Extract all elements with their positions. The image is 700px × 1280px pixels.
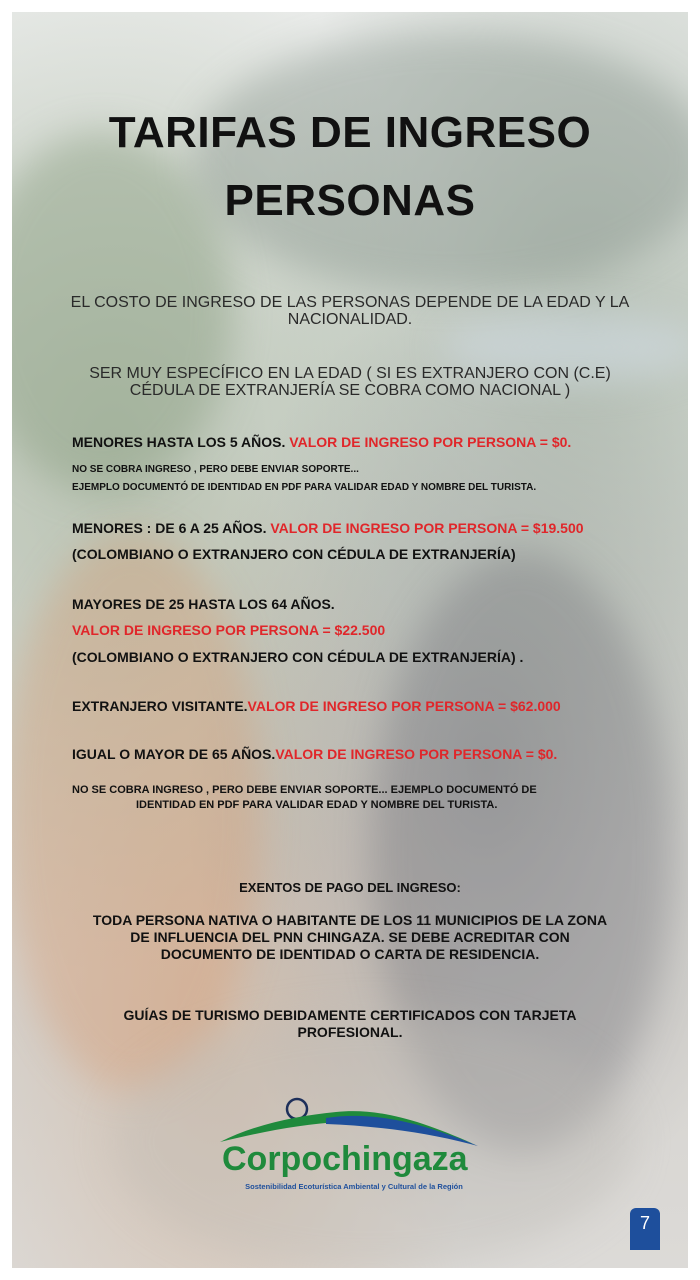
- tarifa-mayores-25-64: MAYORES DE 25 HASTA LOS 64 AÑOS.: [72, 596, 335, 612]
- tarifa-label: MENORES HASTA LOS 5 AÑOS.: [72, 434, 290, 450]
- intro-p2-line2: CÉDULA DE EXTRANJERÍA SE COBRA COMO NACIONAL ): [129, 382, 571, 399]
- page-number-badge: 7: [630, 1208, 660, 1250]
- exentos-heading: EXENTOS DE PAGO DEL INGRESO:: [239, 880, 461, 895]
- content: [12, 12, 688, 1268]
- tarifa-menores-5-note1: NO SE COBRA INGRESO , PERO DEBE ENVIAR SOPORTE...: [72, 464, 359, 475]
- tarifa-menores-5-note2: EJEMPLO DOCUMENTÓ DE IDENTIDAD EN PDF PARA VALIDAR EDAD Y NOMBRE DEL TURISTA.: [72, 482, 537, 493]
- intro-p2-line1: SER MUY ESPECÍFICO EN LA EDAD ( SI ES EXTRANJERO CON (C.E): [89, 365, 611, 382]
- tarifa-menores-6-25-note: (COLOMBIANO O EXTRANJERO CON CÉDULA DE EXTRANJERÍA): [72, 546, 516, 562]
- tarifa-menores-6-25: [72, 520, 672, 536]
- tarifa-mayores-65-note2: IDENTIDAD EN PDF PARA VALIDAR EDAD Y NOMBRE DEL TURISTA.: [136, 799, 498, 811]
- intro-paragraph-1: [52, 294, 648, 328]
- exentos-item-2-line1: GUÍAS DE TURISMO DEBIDAMENTE CERTIFICADOS CON TARJETA: [123, 1007, 577, 1023]
- logo-tagline: Sostenibilidad Ecoturística Ambiental y Cultural de la Región: [245, 1182, 463, 1191]
- exentos-item-1-line1: TODA PERSONA NATIVA O HABITANTE DE LOS 11 MUNICIPIOS DE LA ZONA: [92, 912, 608, 928]
- exentos-item-2-line2: PROFESIONAL.: [297, 1024, 403, 1040]
- intro-p1-line1: EL COSTO DE INGRESO DE LAS PERSONAS DEPENDE DE LA EDAD Y LA: [70, 294, 630, 311]
- page-title-line1: TARIFAS DE INGRESO: [108, 108, 592, 157]
- tarifa-mayores-25-64-note: (COLOMBIANO O EXTRANJERO CON CÉDULA DE EXTRANJERÍA) .: [72, 649, 524, 665]
- tarifa-label: EXTRANJERO VISITANTE.: [72, 698, 248, 714]
- corpochingaza-logo: [216, 1094, 486, 1199]
- page-title-line2: PERSONAS: [224, 176, 476, 225]
- logo-wordmark: Corpochingaza: [222, 1140, 468, 1178]
- tarifa-label: MENORES : DE 6 A 25 AÑOS.: [72, 520, 271, 536]
- exentos-item-2: [52, 1007, 648, 1041]
- tarifa-mayores-65-note1: NO SE COBRA INGRESO , PERO DEBE ENVIAR SOPORTE... EJEMPLO DOCUMENTÓ DE: [72, 784, 537, 796]
- tarifa-menores-5: [72, 434, 672, 450]
- intro-p1-line2: NACIONALIDAD.: [287, 311, 413, 328]
- logo-sun-icon: [287, 1099, 307, 1119]
- tarifa-mayores-25-64-price: VALOR DE INGRESO POR PERSONA = $22.500: [72, 622, 386, 638]
- tarifa-price: VALOR DE INGRESO POR PERSONA = $19.500: [270, 520, 584, 536]
- page-background: [12, 12, 688, 1268]
- exentos-item-1-line3: DOCUMENTO DE IDENTIDAD O CARTA DE RESIDENCIA.: [160, 946, 540, 962]
- exentos-item-1-line2: DE INFLUENCIA DEL PNN CHINGAZA. SE DEBE ACREDITAR CON: [130, 929, 570, 945]
- tarifa-price: VALOR DE INGRESO POR PERSONA = $0.: [289, 434, 572, 450]
- tarifa-extranjero: [72, 698, 672, 714]
- intro-paragraph-2: [52, 365, 648, 399]
- tarifa-price: VALOR DE INGRESO POR PERSONA = $0.: [275, 746, 558, 762]
- tarifa-mayores-65: [72, 746, 672, 762]
- tarifa-label: IGUAL O MAYOR DE 65 AÑOS.: [72, 746, 276, 762]
- exentos-item-1: [52, 912, 648, 963]
- tarifa-price: VALOR DE INGRESO POR PERSONA = $62.000: [247, 698, 561, 714]
